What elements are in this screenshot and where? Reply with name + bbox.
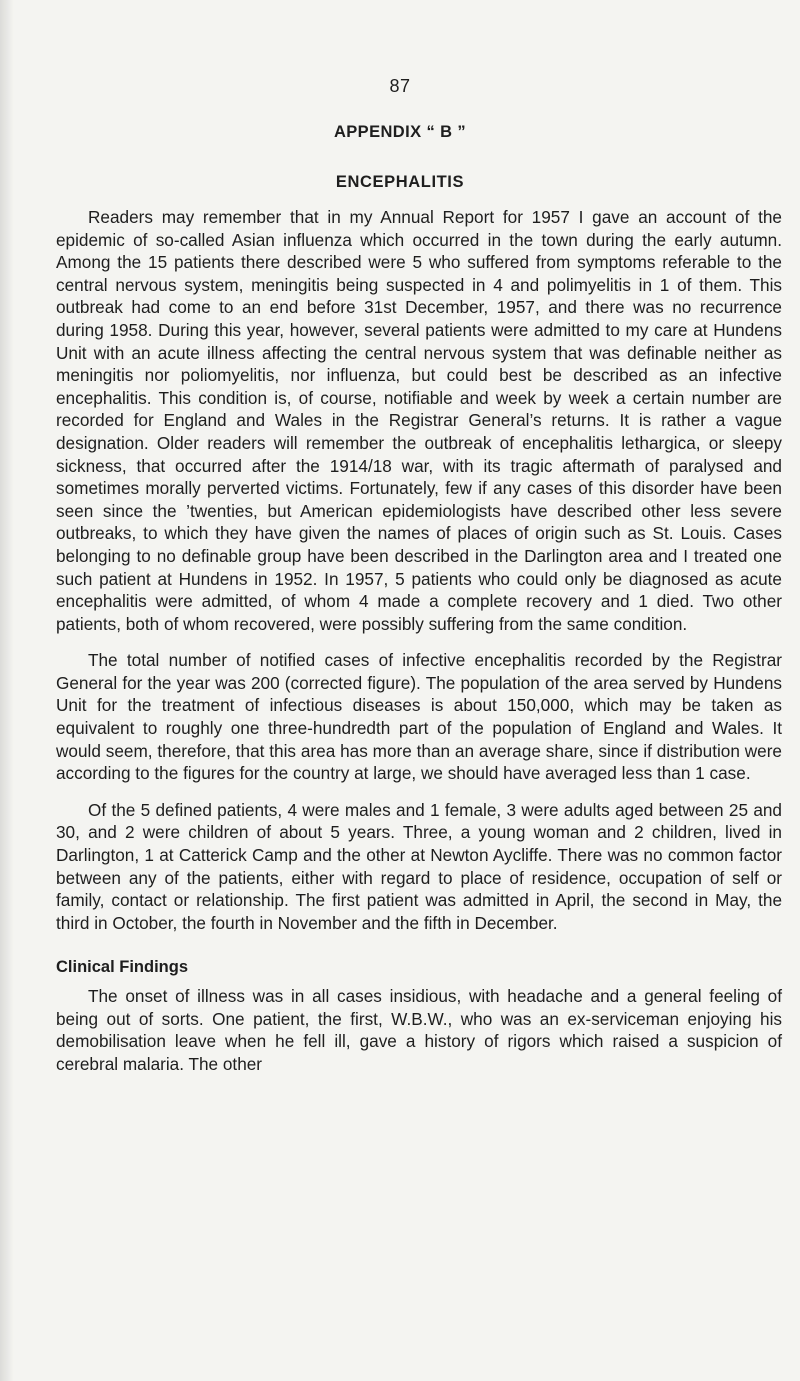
section-title: ENCEPHALITIS [335, 173, 465, 191]
page-number: 87 [389, 76, 411, 96]
paragraph: The onset of illness was in all cases insidious, with headache and a general feeling of being out of sorts. One patient, the first, W.B.W., who was an ex-serviceman enjoying his demobilisation leave when he fell ill, gave a history of rigors which raised a suspicion of cerebral malaria. The other [56, 986, 782, 1074]
paragraph: Of the 5 defined patients, 4 were males and 1 female, 3 were adults aged between 25 and 30, and 2 were children of about 5 years. Three, a young woman and 2 children, lived in Darlington, 1 at Catterick Camp and the other at Newton Aycliffe. There was no common factor between any of the patients, either with regard to place of residence, occupation of self or family, contact or relationship. The first patient was admitted in April, the second in May, the third in October, the fourth in November and the fifth in December. [56, 799, 782, 933]
paragraph: The total number of notified cases of infective encephalitis recorded by the Registrar General for the year was 200 (corrected figure). The population of the area served by Hundens Unit for the treatment of infectious diseases is about 150,000, which may be taken as equivalent to roughly one three-hundredth part of the population of England and Wales. It would seem, therefore, that this area has more than an average share, since if distribution were according to the figures for the country at large, we should have averaged less than 1 case. [56, 650, 782, 784]
subheading: Clinical Findings [56, 958, 189, 977]
body-text [56, 206, 782, 1075]
paragraph: Readers may remember that in my Annual Report for 1957 I gave an account of the epidemic of so-called Asian influenza which occurred in the town during the early autumn. Among the 15 patients there described were 5 who suffered from symptoms referable to the central nervous system, meningitis being suspected in 4 and polimyelitis in 1 of them. This outbreak had come to an end before 31st December, 1957, and there was no recurrence during 1958. During this year, however, several patients were admitted to my care at Hundens Unit with an acute illness affecting the central nervous system that was definable neither as meningitis nor poliomyelitis, nor influenza, but could best be described as an infective encephalitis. This condition is, of course, notifiable and week by week a certain number are recorded for England and Wales in the Registrar General’s returns. It is rather a vague designation. Older readers will remember the outbreak of encephalitis lethargica, or sleepy sickness, that occurred after the 1914/18 war, with its tragic aftermath of paralysed and sometimes morally perverted victims. Fortunately, few if any cases of this disorder have been seen since the ’twenties, but American epidemiologists have described other less severe outbreaks, to which they have given the names of places of origin such as St. Louis. Cases belonging to no definable group have been described in the Darlington area and I treated one such patient at Hundens in 1952. In 1957, 5 patients who could only be diagnosed as acute encephalitis were admitted, of whom 4 made a complete recovery and 1 died. Two other patients, both of whom recovered, were possibly suffering from the same condition. [56, 207, 782, 634]
appendix-heading: APPENDIX “ B ” [333, 123, 467, 141]
